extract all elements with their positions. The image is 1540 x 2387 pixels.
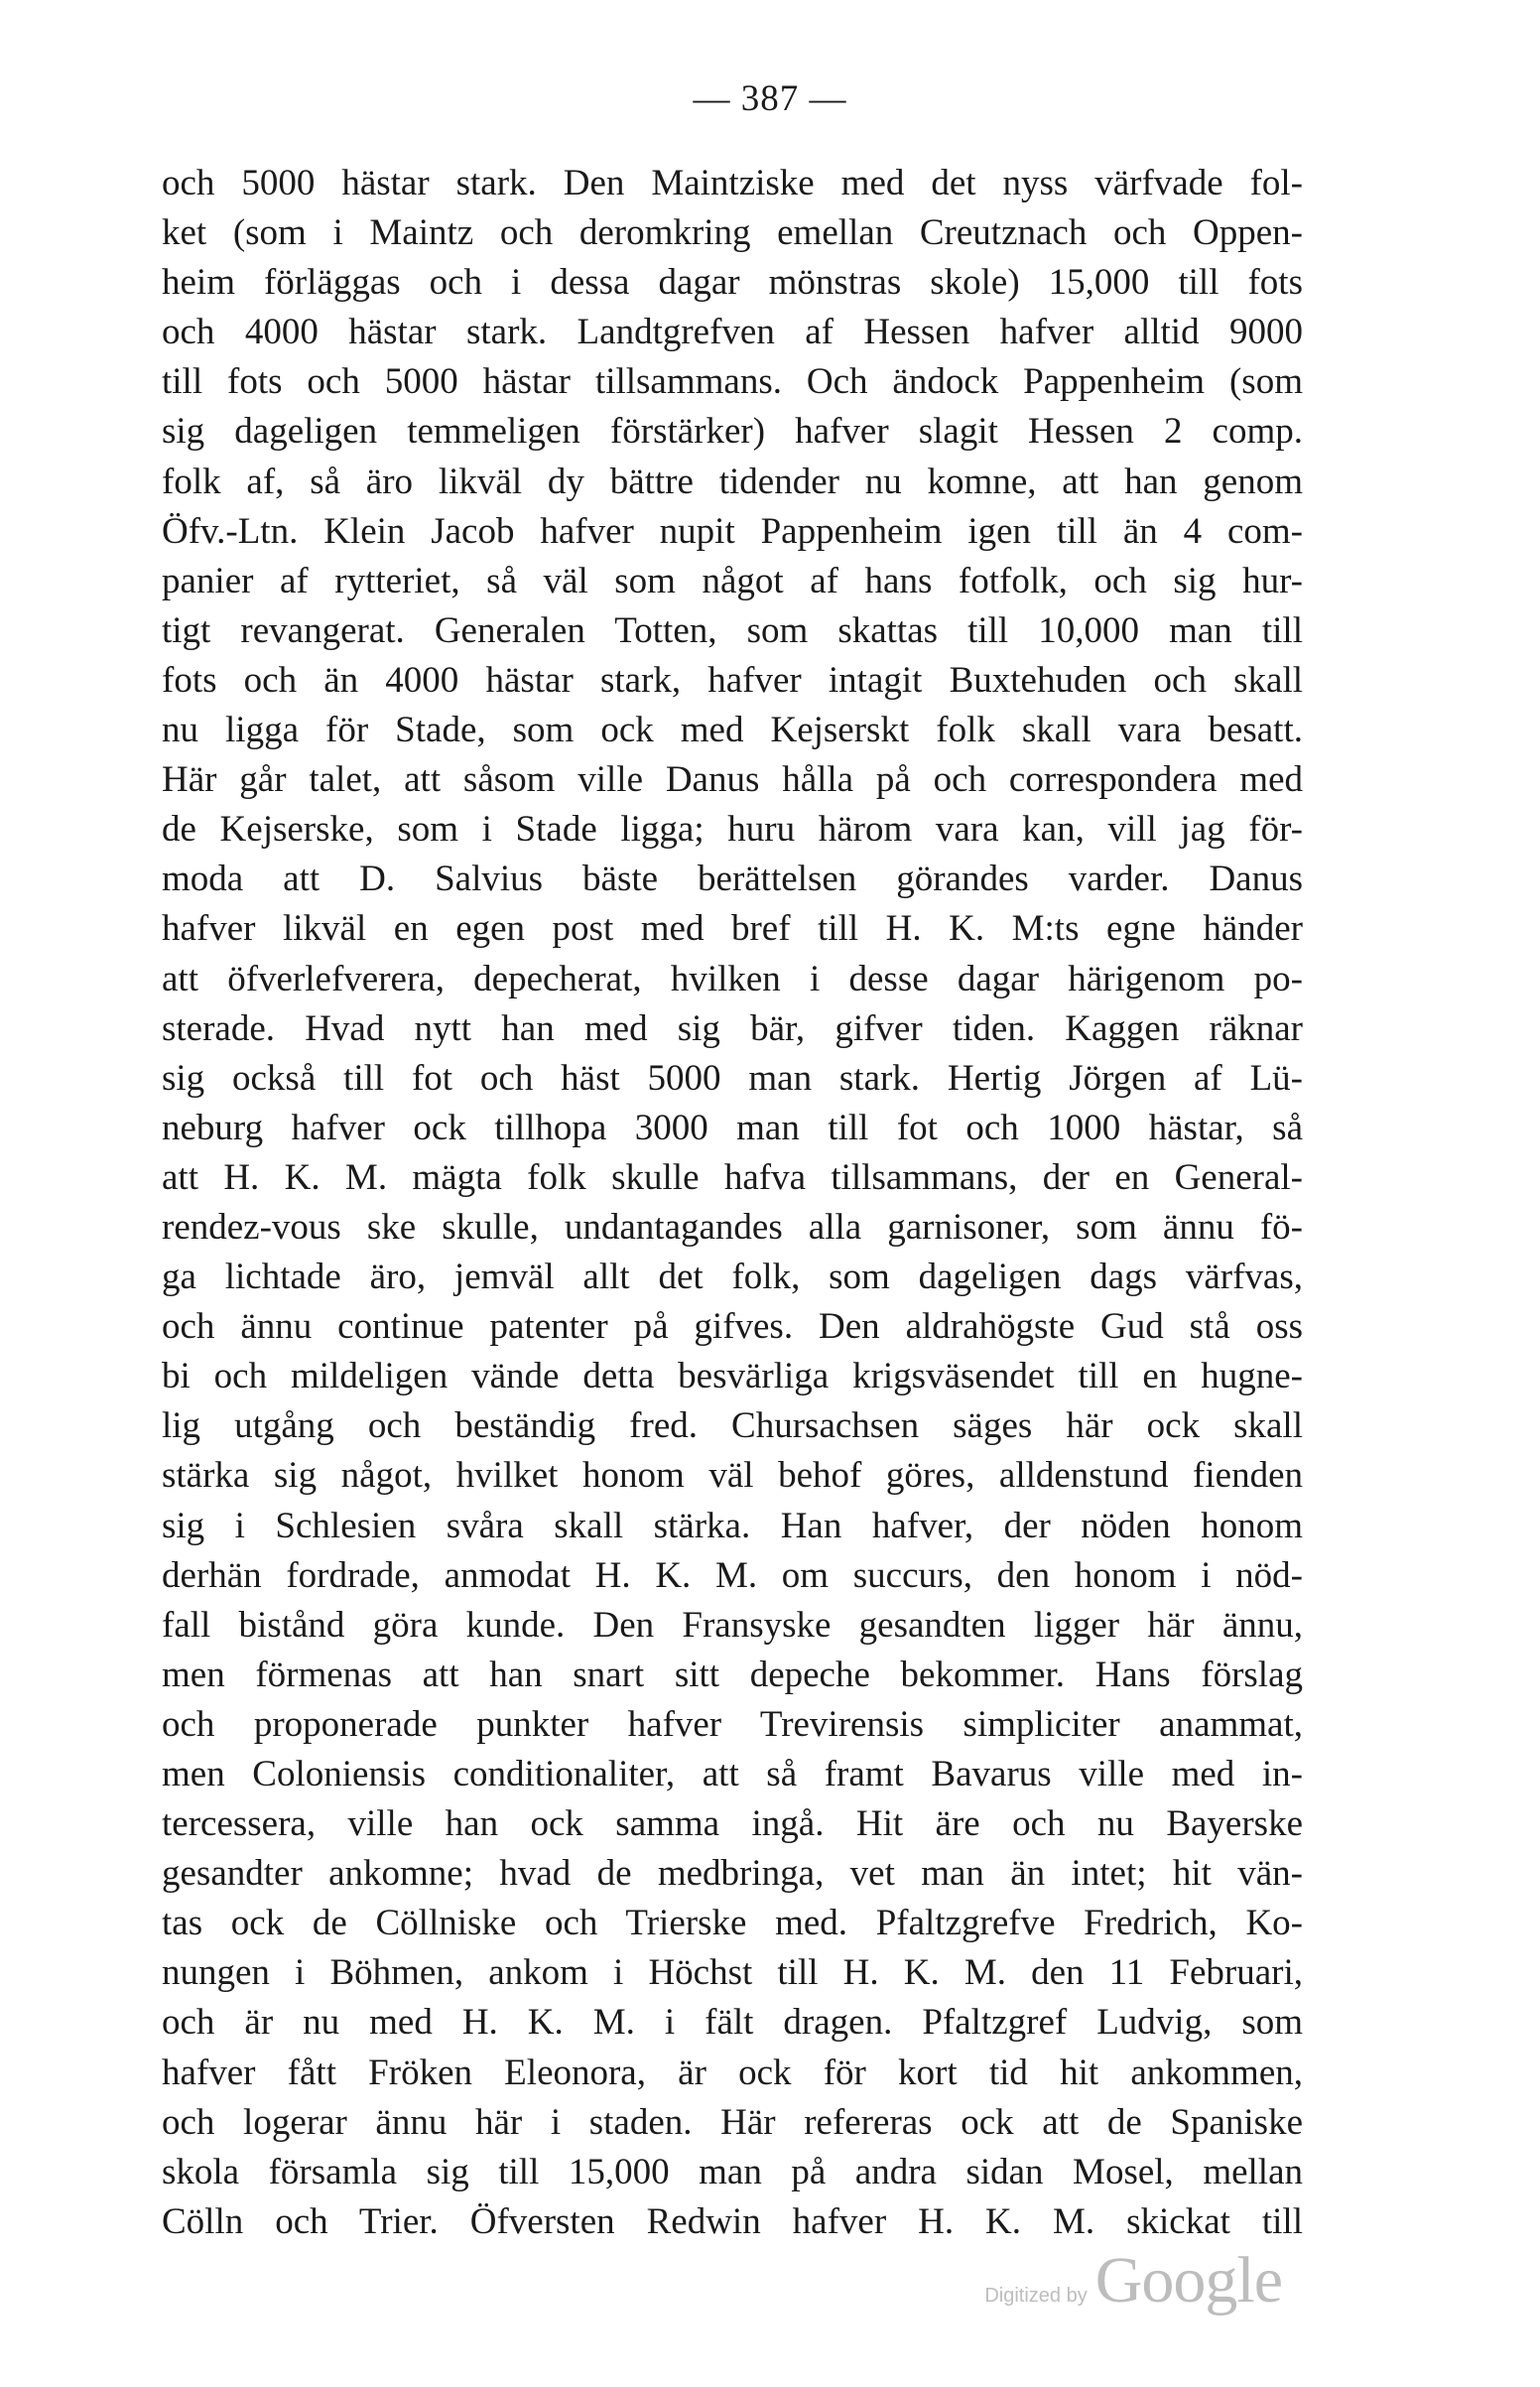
text-line: folk af, så äro likväl dy bättre tidender nu komne, att han genom <box>162 461 1303 502</box>
text-line: och ännu continue patenter på gifves. Den aldrahögste Gud stå oss <box>162 1306 1303 1348</box>
text-line: skola församla sig till 15,000 man på andra sidan Mosel, mellan <box>162 2151 1303 2192</box>
text-line: tigt revangerat. Generalen Totten, som skattas till 10,000 man till <box>162 609 1303 651</box>
text-line: sig dageligen temmeligen förstärker) hafver slagit Hessen 2 comp. <box>162 411 1303 453</box>
text-line: rendez-vous ske skulle, undantagandes alla garnisoner, som ännu fö- <box>162 1206 1303 1248</box>
text-line: nungen i Böhmen, ankom i Höchst till H. K. M. den 11 Februari, <box>162 1952 1303 1994</box>
text-line: och 5000 hästar stark. Den Maintziske med det nyss värfvade fol- <box>162 163 1303 203</box>
text-line: heim förläggas och i dessa dagar mönstras skole) 15,000 till fots <box>162 262 1303 304</box>
google-watermark <box>984 2243 1282 2319</box>
text-line: till fots och 5000 hästar tillsammans. Och ändock Pappenheim (som <box>162 361 1303 403</box>
text-line: sig i Schlesien svåra skall stärka. Han hafver, der nöden honom <box>162 1505 1303 1546</box>
text-line: Öfv.-Ltn. Klein Jacob hafver nupit Pappenheim igen till än 4 com- <box>162 510 1303 552</box>
text-line: och 4000 hästar stark. Landtgrefven af Hessen hafver alltid 9000 <box>162 312 1303 353</box>
text-line: derhän fordrade, anmodat H. K. M. om succurs, den honom i nöd- <box>162 1554 1303 1596</box>
text-line: och är nu med H. K. M. i fält dragen. Pfaltzgref Ludvig, som <box>162 2002 1303 2044</box>
text-line: tas ock de Cöllniske och Trierske med. Pfaltzgrefve Fredrich, Ko- <box>162 1903 1303 1944</box>
text-line: nu ligga för Stade, som ock med Kejserskt folk skall vara besatt. <box>162 710 1303 751</box>
text-line: neburg hafver ock tillhopa 3000 man till fot och 1000 hästar, så <box>162 1107 1303 1148</box>
text-line: men Coloniensis conditionaliter, att så framt Bavarus ville med in- <box>162 1754 1303 1794</box>
text-line: lig utgång och beständig fred. Chursachsen säges här ock skall <box>162 1405 1303 1447</box>
text-line: Här går talet, att såsom ville Danus hålla på och correspondera med <box>162 759 1303 801</box>
text-line: sterade. Hvad nytt han med sig bär, gifver tiden. Kaggen räknar <box>162 1007 1303 1049</box>
text-line: gesandter ankomne; hvad de medbringa, vet man än intet; hit vän- <box>162 1853 1303 1895</box>
text-line: ket (som i Maintz och deromkring emellan Creutznach och Oppen- <box>162 212 1303 254</box>
text-line: stärka sig något, hvilket honom väl behof göres, alldenstund fienden <box>162 1455 1303 1497</box>
text-line: bi och mildeligen vände detta besvärliga krigsväsendet till en hugne- <box>162 1356 1303 1397</box>
text-line: och logerar ännu här i staden. Här refereras ock att de Spaniske <box>162 2101 1303 2143</box>
body-text <box>162 159 1303 2247</box>
text-line: panier af rytteriet, så väl som något af hans fotfolk, och sig hur- <box>162 560 1303 601</box>
text-line: moda att D. Salvius bäste berättelsen görandes varder. Danus <box>162 859 1303 900</box>
text-line: ga lichtade äro, jemväl allt det folk, som dageligen dags värfvas, <box>162 1257 1303 1298</box>
text-line: hafver likväl en egen post med bref till H. K. M:ts egne händer <box>162 908 1303 950</box>
text-line: men förmenas att han snart sitt depeche bekommer. Hans förslag <box>162 1654 1303 1695</box>
text-line: fots och än 4000 hästar stark, hafver intagit Buxtehuden och skall <box>162 659 1303 701</box>
page-number: — 387 — <box>693 78 847 119</box>
text-line: tercessera, ville han ock samma ingå. Hit äre och nu Bayerske <box>162 1803 1303 1845</box>
watermark-prefix: Digitized by <box>984 2285 1088 2307</box>
google-logo: Google <box>1094 2244 1282 2317</box>
text-line: sig också till fot och häst 5000 man stark. Hertig Jörgen af Lü- <box>162 1057 1303 1099</box>
text-line: Cölln och Trier. Öfversten Redwin hafver H. K. M. skickat till <box>162 2200 1303 2242</box>
text-line: fall bistånd göra kunde. Den Fransyske gesandten ligger här ännu, <box>162 1604 1303 1646</box>
text-line: att H. K. M. mägta folk skulle hafva tillsammans, der en General- <box>162 1156 1303 1198</box>
text-line: hafver fått Fröken Eleonora, är ock för kort tid hit ankommen, <box>162 2052 1303 2093</box>
text-line: att öfverlefverera, depecherat, hvilken i desse dagar härigenom po- <box>162 958 1303 999</box>
text-line: och proponerade punkter hafver Trevirensis simpliciter anammat, <box>162 1703 1303 1745</box>
text-line: de Kejserske, som i Stade ligga; huru härom vara kan, vill jag för- <box>162 809 1303 851</box>
